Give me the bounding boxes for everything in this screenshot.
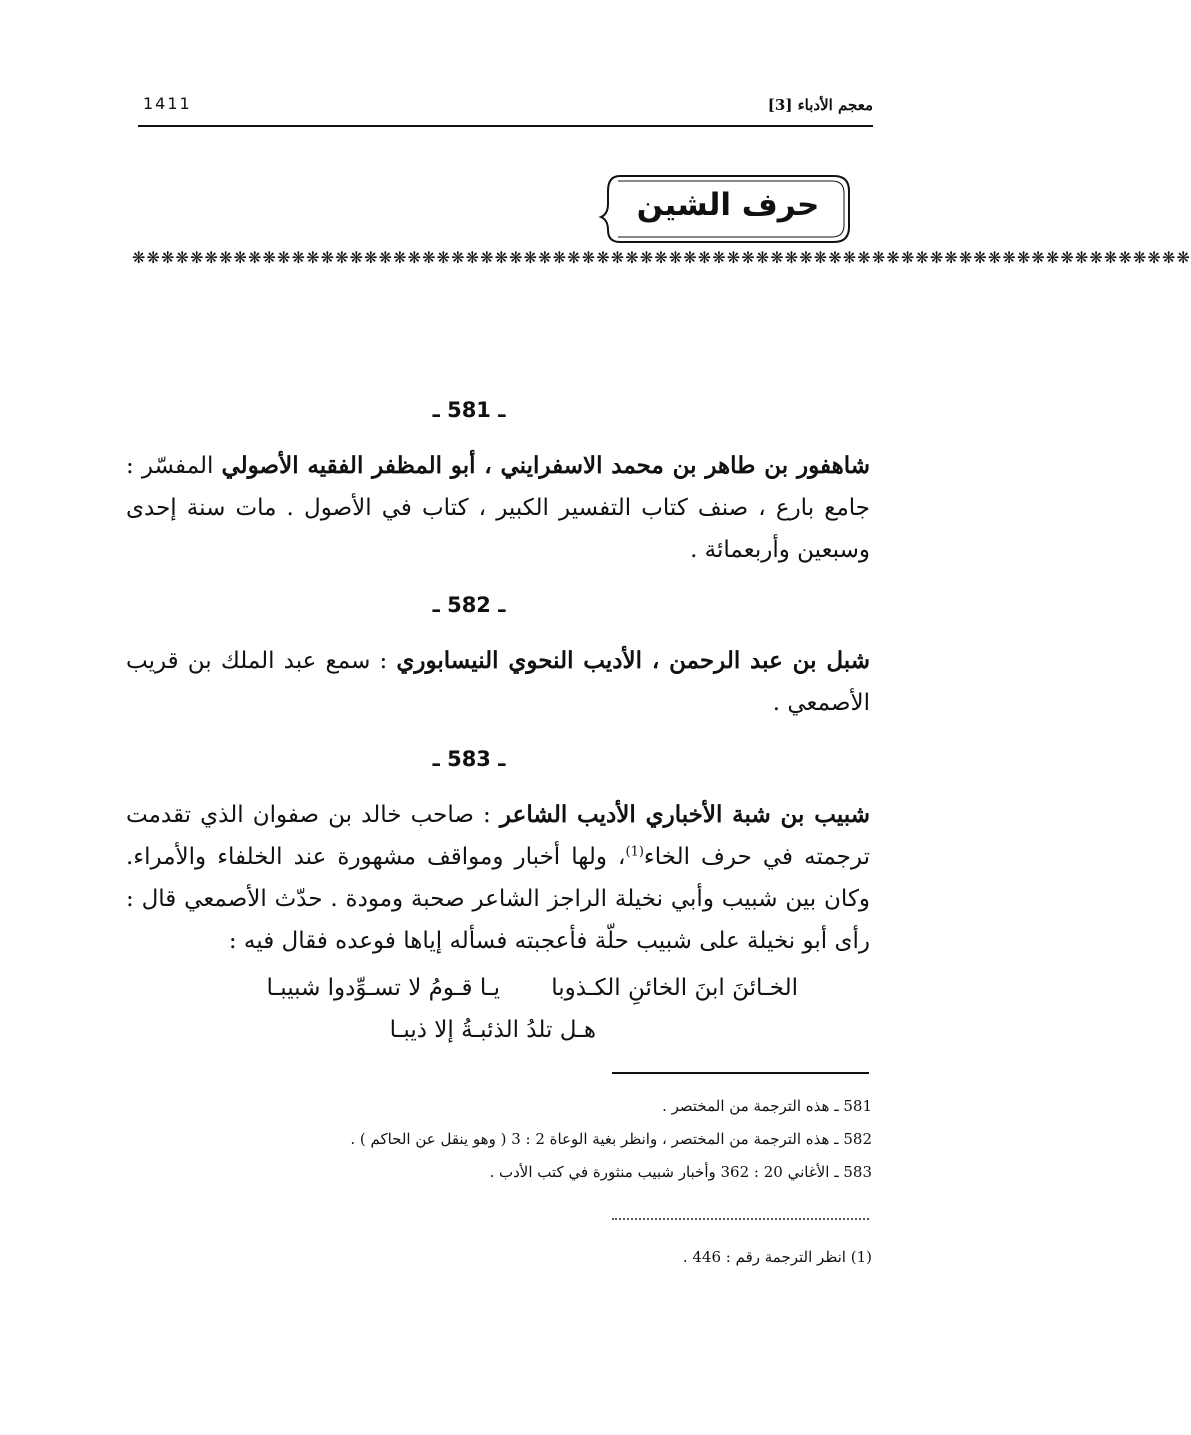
endnote-dotted-rule bbox=[612, 1218, 869, 1220]
entry-581-body: المفسّر : جامع بارع ، صنف كتاب التفسير الكبير ، كتاب في الأصول . مات سنة إحدى وسبعين وأربعمائة . bbox=[126, 453, 870, 563]
verse-line1-hemistich1: يـا قـومُ لا تسـوِّدوا شبيبـا bbox=[266, 975, 500, 1001]
entry-number-581: ـ 581 ـ bbox=[432, 398, 506, 422]
verse-line1-hemistich2: الخـائنَ ابنَ الخائنِ الكـذوبا bbox=[551, 975, 798, 1001]
entry-583-body-2: ، ولها أخبار ومواقف مشهورة عند الخلفاء والأمراء. وكان بين شبيب وأبي نخيلة الراجز الشاعر صحبة ومودة . حدّث الأصمعي قال : رأى أبو نخيلة على شبيب حلّة فأعجبته فسأله إياها فوعده فقال فيه : bbox=[126, 844, 871, 954]
entry-number-583: ـ 583 ـ bbox=[432, 747, 506, 771]
header-rule bbox=[138, 125, 873, 127]
running-title: معجم الأدباء [3] bbox=[767, 96, 873, 114]
footnote-582: 582 ـ هذه الترجمة من المختصر ، وانظر بغية الوعاة 2 : 3 ( وهو ينقل عن الحاكم ) . bbox=[350, 1130, 872, 1148]
footnote-581: 581 ـ هذه الترجمة من المختصر . bbox=[662, 1097, 872, 1115]
endnote-1: (1) انظر الترجمة رقم : 446 . bbox=[682, 1248, 872, 1266]
footnote-reference: (1) bbox=[625, 844, 644, 860]
footnote-583: 583 ـ الأغاني 20 : 362 وأخبار شبيب منثورة في كتب الأدب . bbox=[489, 1163, 872, 1181]
entry-582-body: : سمع عبد الملك بن قريب الأصمعي . bbox=[126, 648, 870, 716]
chapter-title: حرف الشين bbox=[636, 187, 820, 223]
entry-583-body-1: : صاحب خالد بن صفوان الذي تقدمت ترجمته في حرف الخاء bbox=[126, 802, 870, 870]
footnote-rule bbox=[612, 1072, 869, 1074]
entry-582-name: شبل بن عبد الرحمن ، الأديب النحوي النيسابوري bbox=[396, 647, 870, 674]
entry-583-text bbox=[126, 794, 870, 962]
running-header bbox=[138, 90, 873, 120]
star-ornament-divider: ❋❋❋❋❋❋❋❋❋❋❋❋❋❋❋❋❋❋❋❋❋❋❋❋❋❋❋❋❋❋❋❋❋❋❋❋❋❋❋❋❋❋❋❋❋❋❋❋❋❋❋❋❋❋❋❋❋❋❋❋❋❋❋❋❋❋❋❋❋❋❋❋❋ bbox=[132, 248, 1191, 267]
entry-583-name: شبيب بن شبة الأخباري الأديب الشاعر bbox=[499, 801, 870, 828]
entry-582-text bbox=[126, 640, 870, 724]
entry-number-582: ـ 582 ـ bbox=[432, 593, 506, 617]
entry-581-text bbox=[126, 445, 870, 571]
entry-581-name: شاهفور بن طاهر بن محمد الاسفرايني ، أبو المظفر الفقيه الأصولي bbox=[221, 452, 870, 479]
page-number: 1411 bbox=[143, 94, 192, 113]
chapter-title-box bbox=[598, 173, 852, 245]
verse-line2: هـل تلدُ الذئبـةُ إلا ذيبـا bbox=[389, 1017, 596, 1043]
